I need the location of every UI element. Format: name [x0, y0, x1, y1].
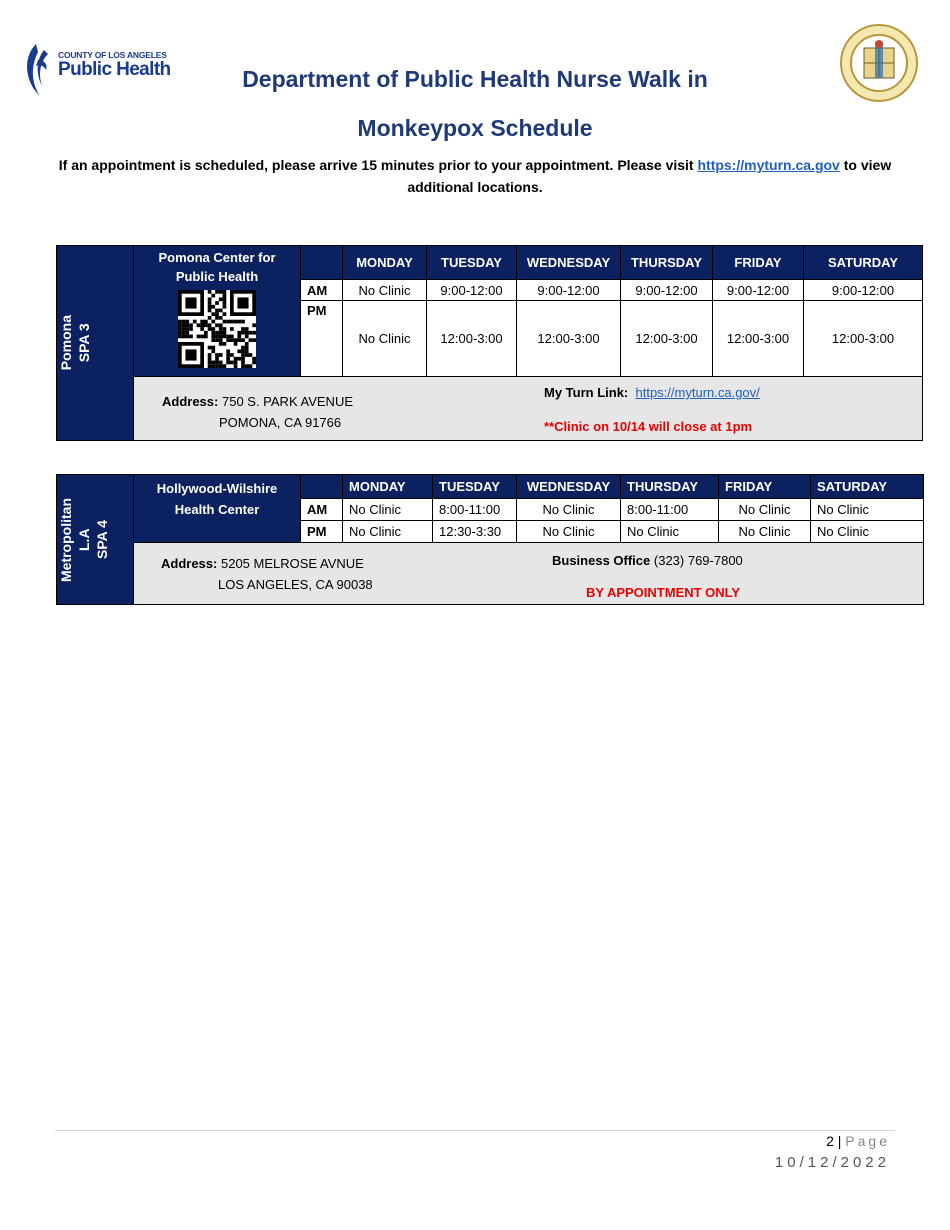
page-word: Page — [845, 1133, 890, 1149]
footer-date: 10/12/2022 — [774, 1154, 890, 1171]
footer-divider — [55, 1130, 895, 1131]
page-number: 2 — [826, 1133, 834, 1149]
schedule-cell: 12:00-3:00 — [517, 301, 621, 377]
address-line1: 5205 MELROSE AVNUE — [220, 556, 364, 571]
metro-region-line3: SPA 4 — [94, 520, 110, 559]
schedule-cell: 12:00-3:00 — [427, 301, 517, 377]
business-office-phone: (323) 769-7800 — [653, 553, 743, 568]
address-line2: POMONA, CA 91766 — [219, 415, 342, 430]
schedule-cell: No Clinic — [811, 499, 924, 521]
schedule-cell: 12:00-3:00 — [713, 301, 804, 377]
schedule-cell: No Clinic — [517, 521, 621, 543]
pomona-region-line2: SPA 3 — [76, 323, 92, 363]
pomona-region-cell — [57, 246, 134, 441]
address-line1: 750 S. PARK AVENUE — [221, 394, 354, 409]
day-header: WEDNESDAY — [517, 246, 621, 280]
pm-label: PM — [301, 521, 343, 543]
schedule-cell: 12:00-3:00 — [804, 301, 923, 377]
schedule-cell: 9:00-12:00 — [804, 280, 923, 301]
pomona-clinic-name-cell — [134, 246, 301, 377]
day-header: FRIDAY — [713, 246, 804, 280]
day-header: SATURDAY — [811, 475, 924, 499]
logo-name-text: Public Health — [58, 59, 171, 80]
pomona-address — [162, 391, 353, 433]
day-header: SATURDAY — [804, 246, 923, 280]
myturn-label: My Turn Link: — [544, 385, 629, 400]
intro-text-before: If an appointment is scheduled, please arrive 15 minutes prior to your appointment. Please visit — [58, 157, 698, 173]
page-title-line2: Monkeypox Schedule — [357, 115, 593, 141]
logo-county-text: COUNTY OF LOS ANGELES — [58, 50, 167, 60]
schedule-cell: No Clinic — [719, 499, 811, 521]
schedule-cell: 9:00-12:00 — [621, 280, 713, 301]
schedule-cell: No Clinic — [517, 499, 621, 521]
day-header: MONDAY — [343, 475, 433, 499]
schedule-cell: No Clinic — [343, 499, 433, 521]
pm-label: PM — [301, 301, 343, 377]
intro-text-after: to view additional locations. — [407, 157, 892, 195]
page-separator: | — [837, 1133, 842, 1149]
address-label: Address: — [161, 556, 218, 571]
schedule-cell: No Clinic — [719, 521, 811, 543]
day-header: THURSDAY — [621, 246, 713, 280]
metro-header-blank — [301, 475, 343, 499]
day-header: MONDAY — [343, 246, 427, 280]
metro-clinic-name: Hollywood-Wilshire Health Center — [156, 481, 278, 517]
pomona-myturn-link[interactable]: https://myturn.ca.gov/ — [635, 385, 760, 400]
pomona-notice: **Clinic on 10/14 will close at 1pm — [544, 419, 753, 434]
qr-code-icon — [178, 290, 256, 368]
pomona-schedule-table — [56, 245, 923, 441]
myturn-link[interactable]: https://myturn.ca.gov — [697, 157, 840, 173]
footer-page-number — [826, 1133, 890, 1149]
pomona-info-cell — [134, 377, 923, 441]
schedule-cell: 8:00-11:00 — [621, 499, 719, 521]
day-header: TUESDAY — [427, 246, 517, 280]
schedule-cell: No Clinic — [343, 301, 427, 377]
metro-region-line1: Metropolitan — [58, 497, 74, 582]
pomona-clinic-name: Pomona Center for Public Health — [158, 250, 276, 284]
schedule-cell: No Clinic — [811, 521, 924, 543]
day-header: FRIDAY — [719, 475, 811, 499]
intro-text — [55, 154, 895, 198]
schedule-cell: 9:00-12:00 — [713, 280, 804, 301]
schedule-cell: 9:00-12:00 — [427, 280, 517, 301]
metro-info-cell — [134, 543, 924, 605]
pomona-myturn — [544, 385, 760, 400]
schedule-cell: 12:30-3:30 — [433, 521, 517, 543]
schedule-cell: 8:00-11:00 — [433, 499, 517, 521]
schedule-cell: No Clinic — [343, 521, 433, 543]
am-label: AM — [301, 499, 343, 521]
am-label: AM — [301, 280, 343, 301]
schedule-cell: No Clinic — [621, 521, 719, 543]
page-title-line1: Department of Public Health Nurse Walk in — [242, 66, 708, 92]
metro-clinic-name-cell — [134, 475, 301, 543]
metro-region-line2: L.A — [76, 528, 92, 551]
address-label: Address: — [162, 394, 219, 409]
schedule-cell: 12:00-3:00 — [621, 301, 713, 377]
day-header: TUESDAY — [433, 475, 517, 499]
metro-region-cell — [57, 475, 134, 605]
day-header: THURSDAY — [621, 475, 719, 499]
pomona-header-blank — [301, 246, 343, 280]
metro-schedule-table — [56, 474, 924, 605]
pomona-region-line1: Pomona — [58, 315, 74, 371]
day-header: WEDNESDAY — [517, 475, 621, 499]
schedule-cell: No Clinic — [343, 280, 427, 301]
metro-business-office — [552, 553, 743, 568]
business-office-label: Business Office — [552, 553, 651, 568]
metro-address — [161, 553, 373, 595]
metro-notice: BY APPOINTMENT ONLY — [586, 585, 741, 600]
address-line2: LOS ANGELES, CA 90038 — [218, 577, 373, 592]
schedule-cell: 9:00-12:00 — [517, 280, 621, 301]
